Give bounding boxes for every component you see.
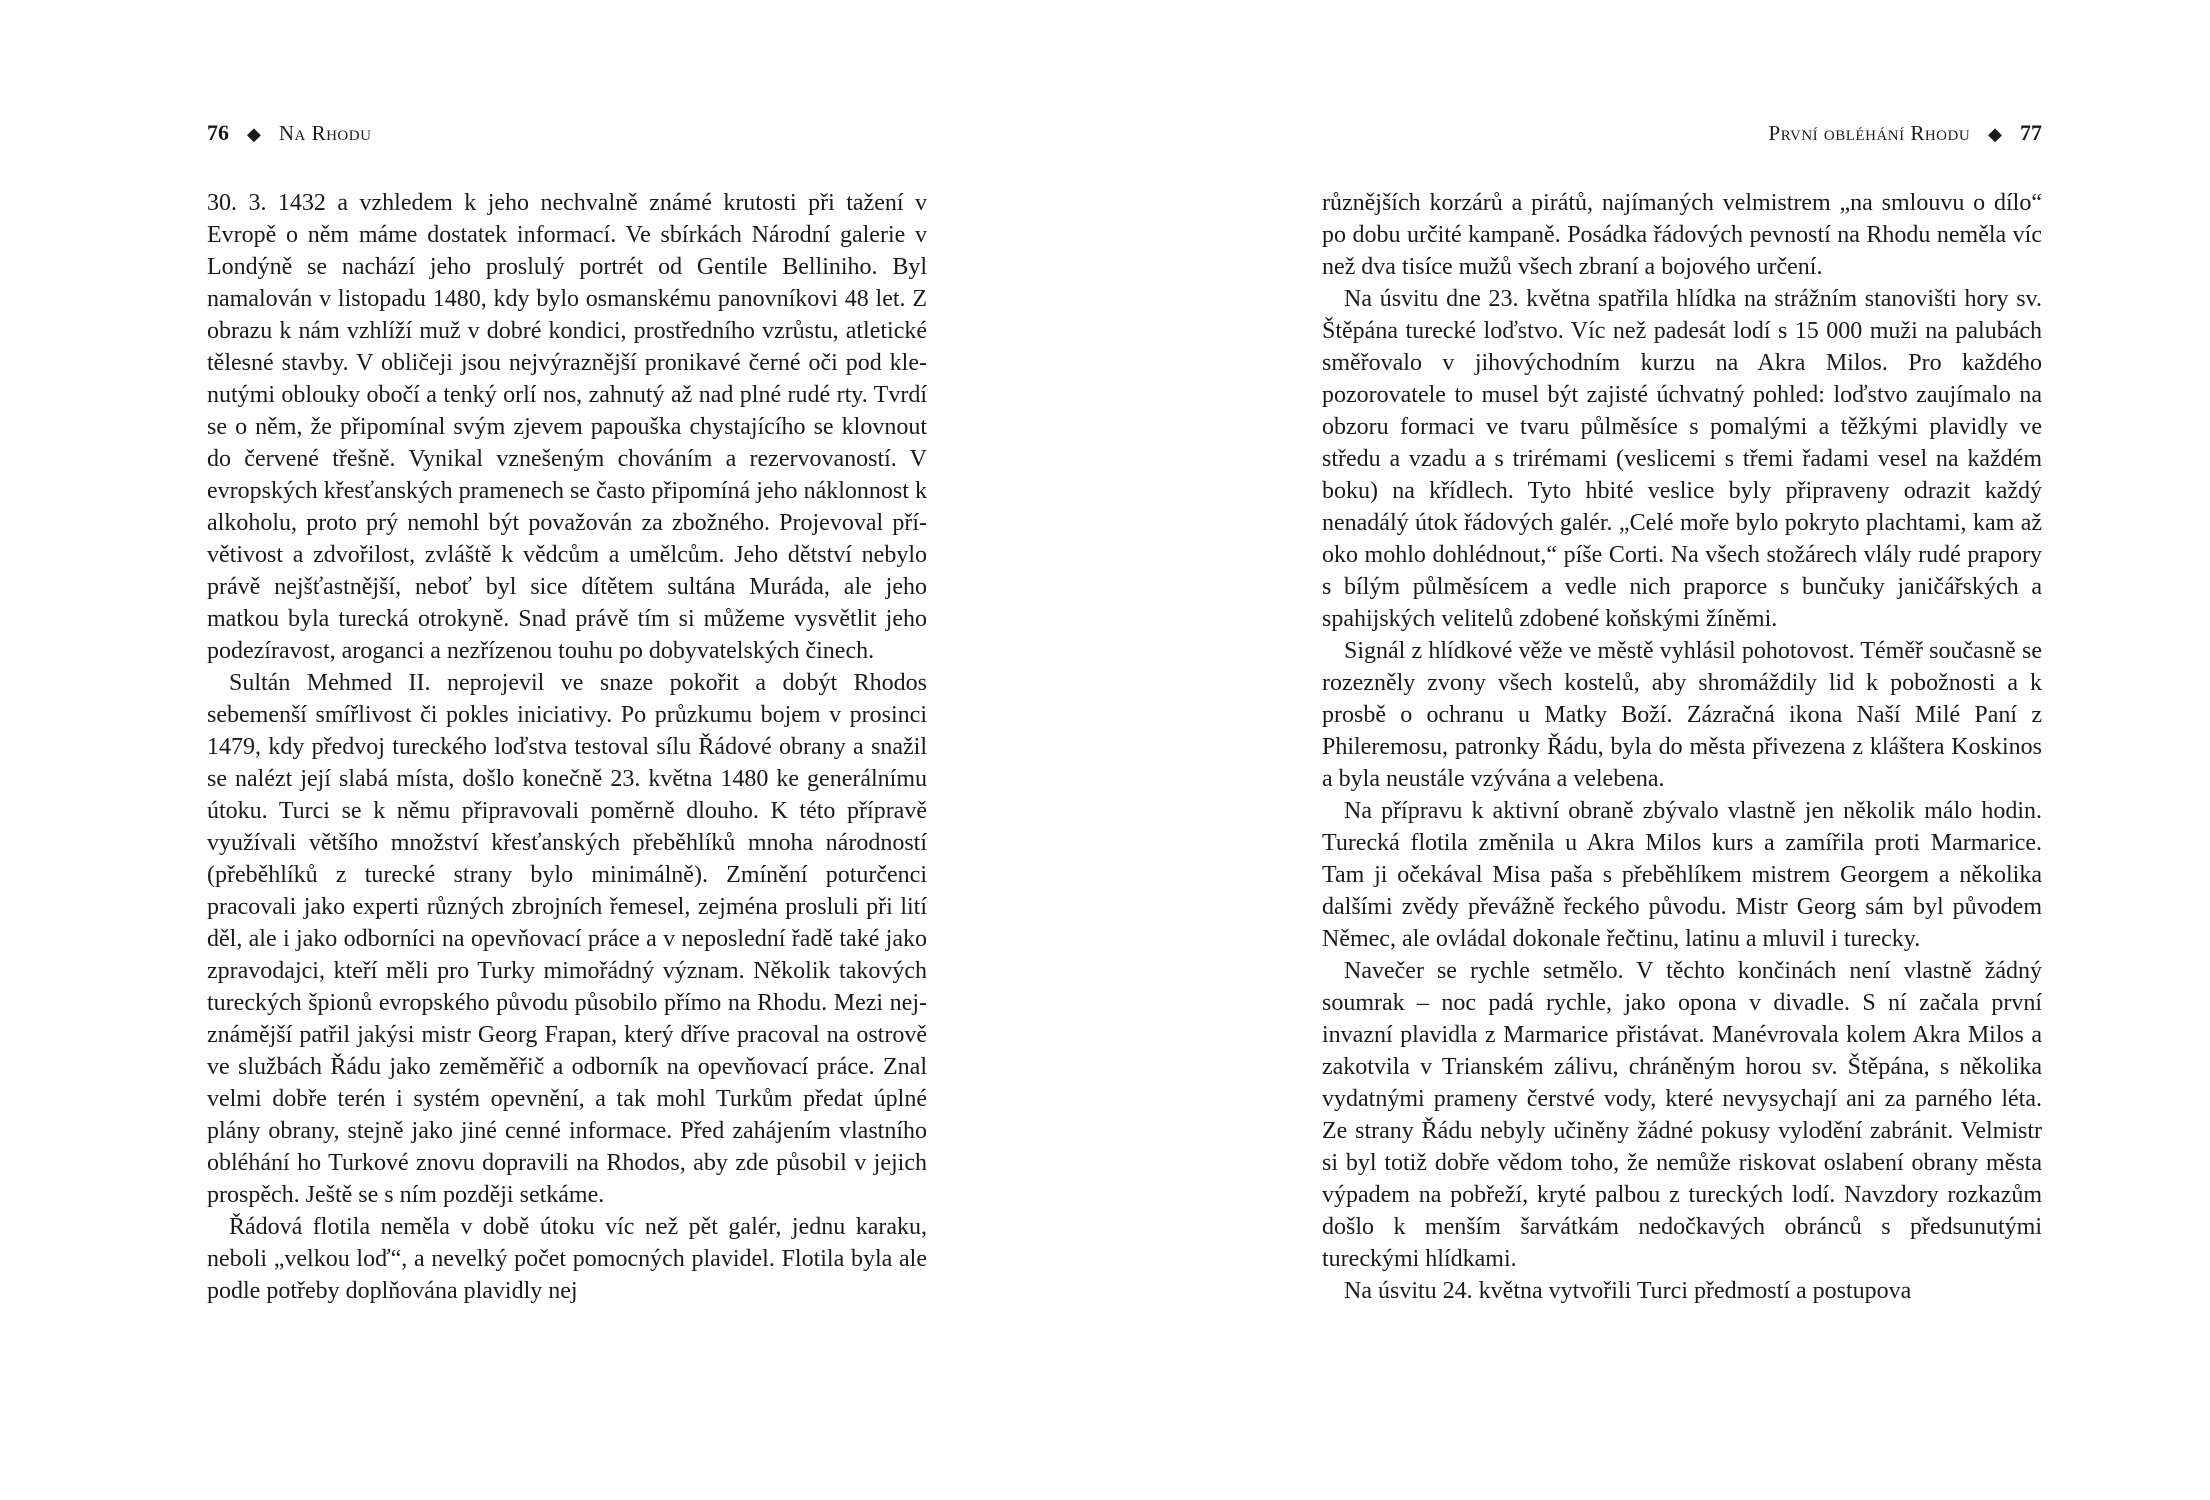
paragraph: Navečer se rychle setmělo. V těchto končinách není vlastně žádný soumrak – noc padá rychle, jako opona v divadle. S ní začala první invazní plavidla z Marmarice přistávat. Manévrovala kolem Akra Milos a zakotvila v Trianském zálivu, chráněným horou sv. Štěpána, s několika vydatnými prameny čerstvé vody, které nevysychají ani za parného léta. Ze strany Řádu nebyly učiněny žádné pokusy vylodění zabránit. Velmistr si byl totiž dobře vědom toho, že nemůže riskovat oslabení obrany města výpadem na pobřeží, kryté palbou z tureckých lodí. Navzdory rozkazům došlo k menším šarvátkám nedočkavých obránců s předsunutými tureckými hlídkami. [1322, 958, 2042, 1272]
paragraph: Řádová flotila neměla v době útoku víc než pět galér, jednu karaku, neboli „velkou loď“, a nevelký počet pomocných plavidel. Flotila byla ale podle potřeby doplňována plavidly nej [207, 1214, 927, 1304]
right-page-text [1322, 187, 2042, 1307]
running-title: První obléhání Rhodu [1768, 121, 1971, 145]
paragraph: Na úsvitu 24. května vytvořili Turci předmostí a postupova [1344, 1278, 1912, 1304]
diamond-ornament-icon: ◆ [1988, 124, 2002, 144]
paragraph: Na přípravu k aktivní obraně zbývalo vlastně jen několik málo hodin. Turecká flotila změnila u Akra Milos kurs a zamířila proti Marmarice. Tam ji očekával Misa paša s přeběhlíkem mistrem Georgem a několika dalšími zvědy převážně řeckého původu. Mistr Georg sám byl původem Němec, ale ovládal dokonale řečtinu, latinu a mluvil i turecky. [1322, 798, 2042, 952]
paragraph: 30. 3. 1432 a vzhledem k jeho nechvalně známé krutosti při tažení v Evropě o něm máme dostatek informací. Ve sbírkách Národní galerie v Londýně se nachází jeho proslulý portrét od Gentile Belliniho. Byl namalován v listopadu 1480, kdy bylo osmanskému panovníkovi 48 let. Z obrazu k nám vzhlíží muž v dobré kondici, prostředního vzrůstu, atletické tělesné stavby. V obličeji jsou nejvýraznější pronikavé černé oči pod klenutými oblouky obočí a tenký orlí nos, zahnutý až nad plné rudé rty. Tvrdí se o něm, že připomínal svým zjevem papouška chystajícího se klovnout do červené třešně. Vynikal vznešeným chováním a rezervovaností. V evropských křesťanských pramenech se často připomíná jeho náklonnost k alkoholu, proto prý nemohl být považován za zbožného. Projevoval přívětivost a zdvořilost, zvláště k vědcům a umělcům. Jeho dětství nebylo právě nejšťastnější, neboť byl sice dítětem sultána Muráda, ale jeho matkou byla turecká otrokyně. Snad právě tím si můžeme vysvětlit jeho podezíravost, aroganci a nezřízenou touhu po dobyvatelských činech. [207, 190, 927, 664]
page-number: 76 [207, 120, 229, 145]
paragraph: různějších korzárů a pirátů, najímaných velmistrem „na smlouvu o dílo“ po dobu určité kampaně. Posádka řádových pevností na Rhodu neměla víc než dva tisíce mužů všech zbraní a bojového určení. [1322, 190, 2042, 280]
paragraph: Na úsvitu dne 23. května spatřila hlídka na strážním stanovišti hory sv. Štěpána turecké loďstvo. Víc než padesát lodí s 15 000 muži na palubách směřovalo v jihovýchodním kurzu na Akra Milos. Pro každého pozorovatele to musel být zajisté úchvatný pohled: loďstvo zaujímalo na obzoru formaci ve tvaru půlměsíce s pomalými a těžkými plavidly ve středu a vzadu a s trirémami (veslicemi s třemi řadami vesel na každém boku) na křídlech. Tyto hbité veslice byly připraveny odrazit každý nenadálý útok řádových galér. „Celé moře bylo pokryto plachtami, kam až oko mohlo dohlédnout,“ píše Corti. Na všech stožárech vlály rudé prapory s bílým půlměsícem a vedle nich praporce s bunčuky janičářských a spahijských velitelů zdobené koňskými žíněmi. [1322, 286, 2042, 632]
right-page-header [1322, 118, 2042, 148]
page-number: 77 [2020, 120, 2042, 145]
diamond-ornament-icon: ◆ [247, 124, 261, 144]
paragraph: Sultán Mehmed II. neprojevil ve snaze pokořit a dobýt Rhodos sebemenší smířlivost či pokles iniciativy. Po průzkumu bojem v prosinci 1479, kdy předvoj tureckého loďstva testoval sílu Řádové obrany a snažil se nalézt její slabá místa, došlo konečně 23. května 1480 ke generálnímu útoku. Turci se k němu připravovali poměrně dlouho. K této přípravě využívali většího množství křesťanských přeběhlíků mnoha národností (přeběhlíků z turecké strany bylo minimálně). Zmínění poturčenci pracovali jako experti různých zbrojních řemesel, zejména prosluli při lití děl, ale i jako odborníci na opevňovací práce a v neposlední řadě také jako zpravodajci, kteří měli pro Turky mimořádný význam. Několik takových tureckých špionů evropského původu působilo přímo na Rhodu. Mezi nejznámější patřil jakýsi mistr Georg Frapan, který dříve pracoval na ostrově ve službách Řádu jako zeměměřič a odborník na opevňovací práce. Znal velmi dobře terén i systém opevnění, a tak mohl Turkům předat úplné plány obrany, stejně jako jiné cenné informace. Před zahájením vlastního obléhání ho Turkové znovu dopravili na Rhodos, aby zde působil v jejich prospěch. Ještě se s ním později setkáme. [207, 670, 927, 1208]
running-title: Na Rhodu [278, 121, 372, 145]
left-page-header [207, 118, 927, 148]
left-page-text [207, 187, 927, 1307]
paragraph: Signál z hlídkové věže ve městě vyhlásil pohotovost. Téměř současně se rozezněly zvony všech kostelů, aby shromáždily lid k pobožnosti a k prosbě o ochranu u Matky Boží. Zázračná ikona Naší Milé Paní z Phileremosu, patronky Řádu, byla do města přivezena z kláštera Koskinos a byla neustále vzývána a velebena. [1322, 638, 2042, 792]
